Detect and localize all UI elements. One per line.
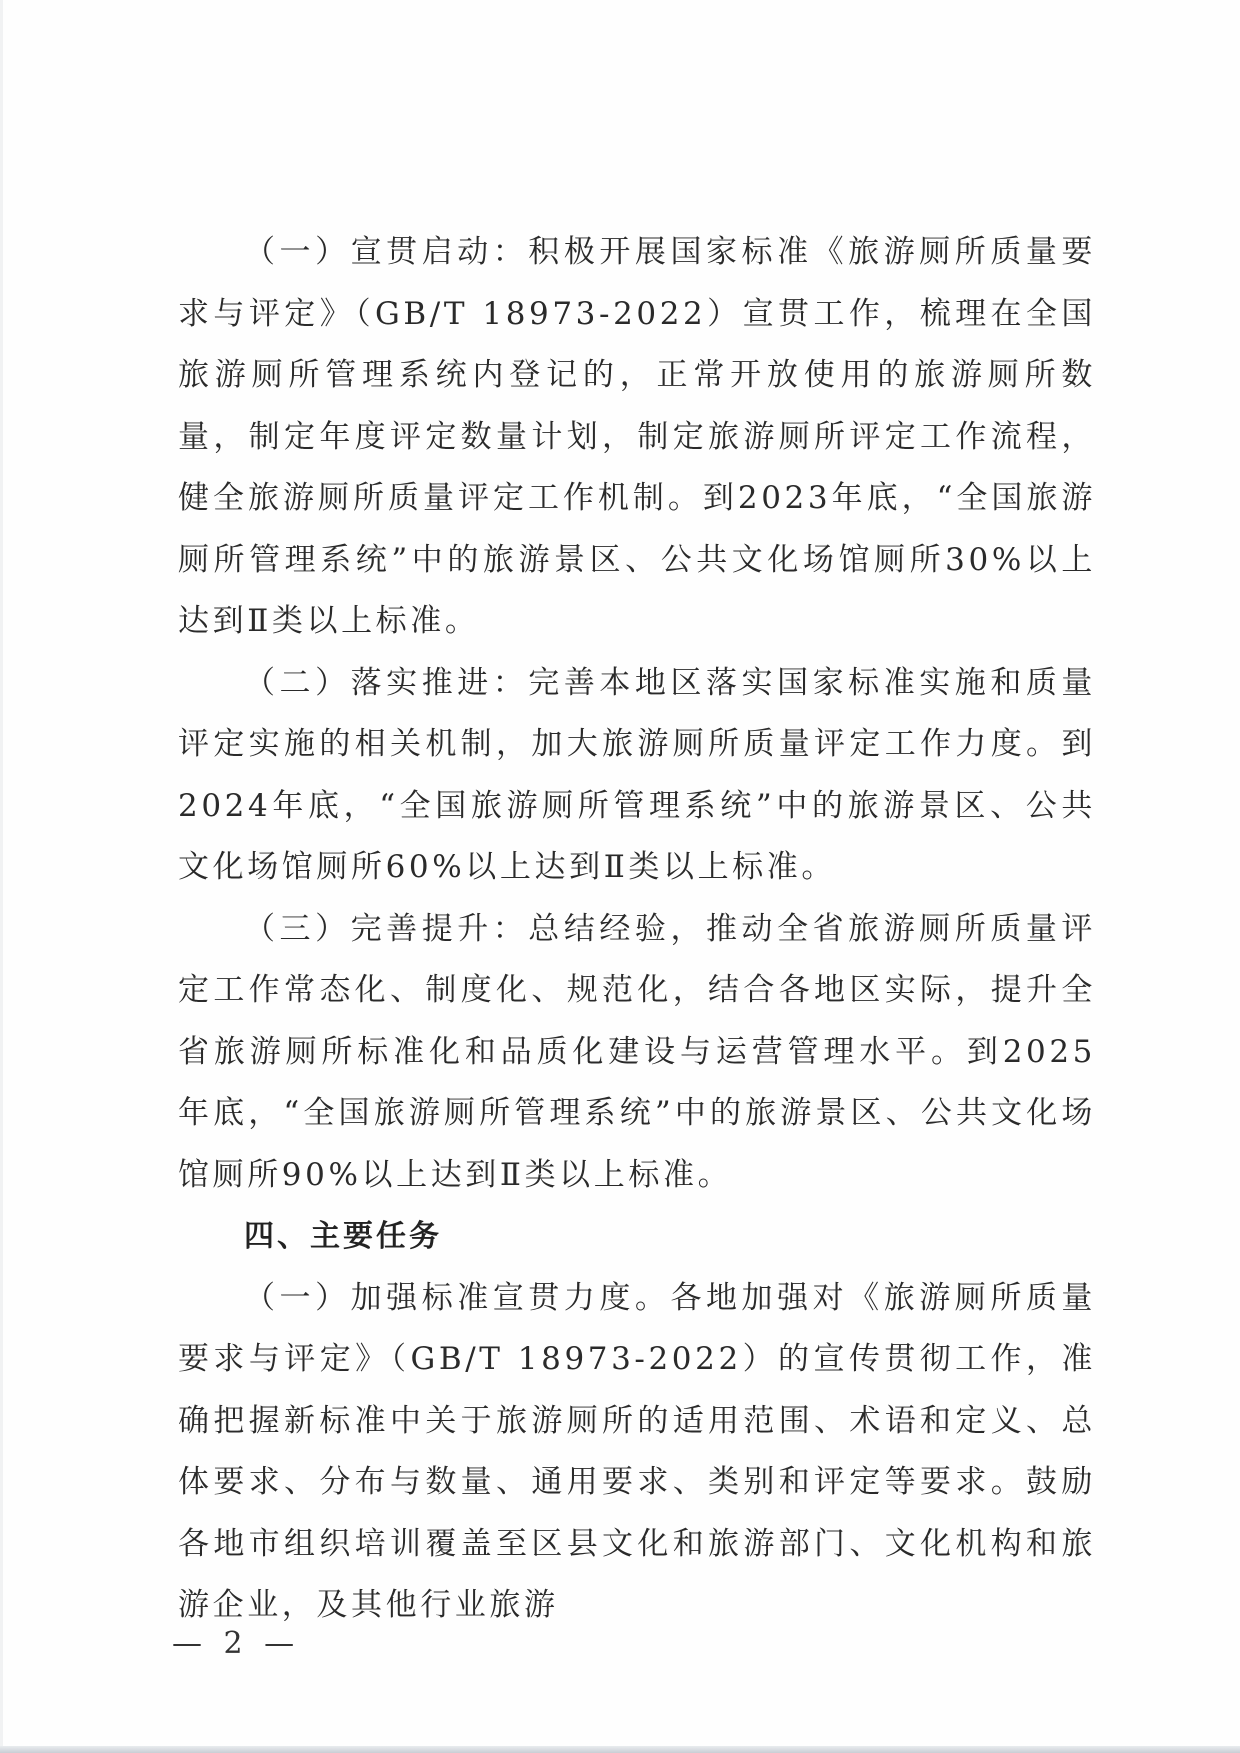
scan-edge-left [0,0,3,1753]
scan-edge-bottom [0,1746,1240,1753]
paragraph-task-1: （一）加强标准宣贯力度。各地加强对《旅游厕所质量要求与评定》（GB/T 18973-2022）的宣传贯彻工作，准确把握新标准中关于旅游厕所的适用范围、术语和定义、总体要求、分布与数量、通用要求、类别和评定等要求。鼓励各地市组织培训覆盖至区县文化和旅游部门、文化机构和旅游企业，及其他行业旅游 [178,1279,1096,1623]
section-heading-main-tasks: 四、主要任务 [244,1219,442,1254]
paragraph-goal-2024: （二）落实推进：完善本地区落实国家标准实施和质量评定实施的相关机制，加大旅游厕所质量评定工作力度。到2024年底，“全国旅游厕所管理系统”中的旅游景区、公共文化场馆厕所60%以上达到Ⅱ类以上标准。 [178,664,1096,885]
paragraph-goal-2023: （一）宣贯启动：积极开展国家标准《旅游厕所质量要求与评定》（GB/T 18973-2022）宣贯工作，梳理在全国旅游厕所管理系统内登记的，正常开放使用的旅游厕所数量，制定年度评定数量计划，制定旅游厕所评定工作流程，健全旅游厕所质量评定工作机制。到2023年底，“全国旅游厕所管理系统”中的旅游景区、公共文化场馆厕所30%以上达到Ⅱ类以上标准。 [178,234,1096,639]
document-body [178,222,1096,1637]
paragraph-goal-2025: （三）完善提升：总结经验，推动全省旅游厕所质量评定工作常态化、制度化、规范化，结合各地区实际，提升全省旅游厕所标准化和品质化建设与运营管理水平。到2025年底，“全国旅游厕所管理系统”中的旅游景区、公共文化场馆厕所90%以上达到Ⅱ类以上标准。 [178,910,1096,1193]
page-number: — 2 — [172,1626,301,1661]
